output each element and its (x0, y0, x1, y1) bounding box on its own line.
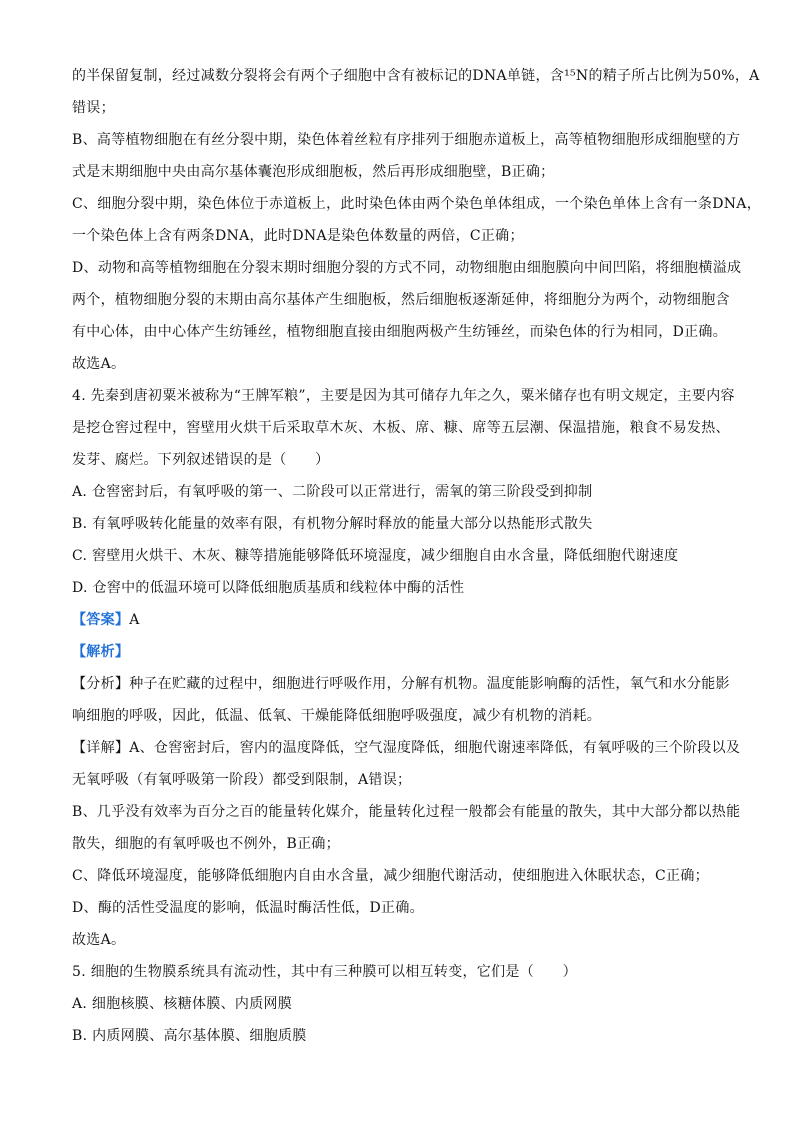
q4-stem: 4. 先秦到唐初粟米被称为“王牌军粮”，主要是因为其可储存九年之久，粟米储存也有明文规定，主要内容 (72, 388, 735, 404)
q4-xiangjie-d: D、酶的活性受温度的影响，低温时酶活性低，D正确。 (72, 900, 424, 916)
q4-fenxi-text: 响细胞的呼吸，因此，低温、低氧、干燥能降低细胞呼吸强度，减少有机物的消耗。 (72, 708, 602, 724)
xiangjie-tag: 【详解】 (72, 740, 130, 756)
q4-stem: 是挖仓窖过程中，窖壁用火烘干后采取草木灰、木板、席、糠、席等五层潮、保温措施，粮食不易发热、 (72, 420, 730, 436)
q3-text-line: 的半保留复制，经过减数分裂将会有两个子细胞中含有被标记的DNA单链，含¹⁵N的精子所占比例为50%，A (72, 68, 760, 84)
q3-option-b-explanation: B、高等植物细胞在有丝分裂中期，染色体着丝粒有序排列于细胞赤道板上，高等植物细胞形成细胞壁的方 (72, 132, 741, 148)
q4-choice: 故选A。 (72, 932, 126, 948)
q4-xiangjie (72, 738, 741, 758)
q3-option-d-explanation: 有中心体，由中心体产生纺锤丝，植物细胞直接由细胞两极产生纺锤丝，而染色体的行为相同，D正确。 (72, 324, 728, 340)
q3-text-line: 错误； (72, 100, 115, 116)
q4-option-c: C. 窖壁用火烘干、木灰、糠等措施能够降低环境湿度，减少细胞自由水含量，降低细胞代谢速度 (72, 548, 679, 564)
q3-option-c-explanation: 一个染色体上含有两条DNA，此时DNA是染色体数量的两倍，C正确； (72, 228, 524, 244)
analysis-tag: 【解析】 (72, 644, 130, 660)
xiangjie-text: A、仓窖密封后，窖内的温度降低，空气湿度降低，细胞代谢速率降低，有氧呼吸的三个阶段以及 (129, 740, 741, 756)
q3-option-b-explanation: 式是末期细胞中央由高尔基体囊泡形成细胞板，然后再形成细胞壁，B正确； (72, 164, 555, 180)
q4-option-d: D. 仓窖中的低温环境可以降低细胞质基质和线粒体中酶的活性 (72, 580, 465, 596)
q4-xiangjie-b: B、几乎没有效率为百分之百的能量转化媒介，能量转化过程一般都会有能量的散失，其中大部分都以热能 (72, 804, 741, 820)
q3-option-c-explanation: C、细胞分裂中期，染色体位于赤道板上，此时染色体由两个染色单体组成，一个染色单体上含有一条DNA， (72, 196, 761, 212)
q5-stem: 5. 细胞的生物膜系统具有流动性，其中有三种膜可以相互转变，它们是（ ） (72, 964, 577, 980)
q3-option-d-explanation: 两个，植物细胞分裂的末期由高尔基体产生细胞板，然后细胞板逐渐延伸，将细胞分为两个，动物细胞含 (72, 292, 730, 308)
q4-fenxi (72, 674, 732, 694)
q4-option-b: B. 有氧呼吸转化能量的效率有限，有机物分解时释放的能量大部分以热能形式散失 (72, 516, 593, 532)
q4-xiangjie-text: 无氧呼吸（有氧呼吸第一阶段）都受到限制，A错误； (72, 772, 412, 788)
q4-xiangjie-c: C、降低环境湿度，能够降低细胞内自由水含量，减少细胞代谢活动，使细胞进入休眠状态，C正确； (72, 868, 709, 884)
q4-stem: 发芽、腐烂。下列叙述错误的是（ ） (72, 452, 330, 468)
answer-tag: 【答案】 (72, 612, 130, 628)
fenxi-tag: 【分析】 (72, 676, 130, 692)
q5-option-b: B. 内质网膜、高尔基体膜、细胞质膜 (72, 1028, 307, 1044)
q3-choice: 故选A。 (72, 356, 126, 372)
q3-option-d-explanation: D、动物和高等植物细胞在分裂末期时细胞分裂的方式不同，动物细胞由细胞膜向中间凹陷，将细胞横溢成 (72, 260, 742, 276)
q5-option-a: A. 细胞核膜、核糖体膜、内质网膜 (72, 996, 293, 1012)
answer-value: A (129, 612, 140, 628)
q4-analysis-heading (72, 642, 732, 662)
q4-answer (72, 610, 732, 630)
q4-option-a: A. 仓窖密封后，有氧呼吸的第一、二阶段可以正常进行，需氧的第三阶段受到抑制 (72, 484, 593, 500)
fenxi-text: 种子在贮藏的过程中，细胞进行呼吸作用，分解有机物。温度能影响酶的活性，氧气和水分能影 (129, 676, 730, 692)
q4-xiangjie-b: 散失，细胞的有氧呼吸也不例外，B正确； (72, 836, 340, 852)
